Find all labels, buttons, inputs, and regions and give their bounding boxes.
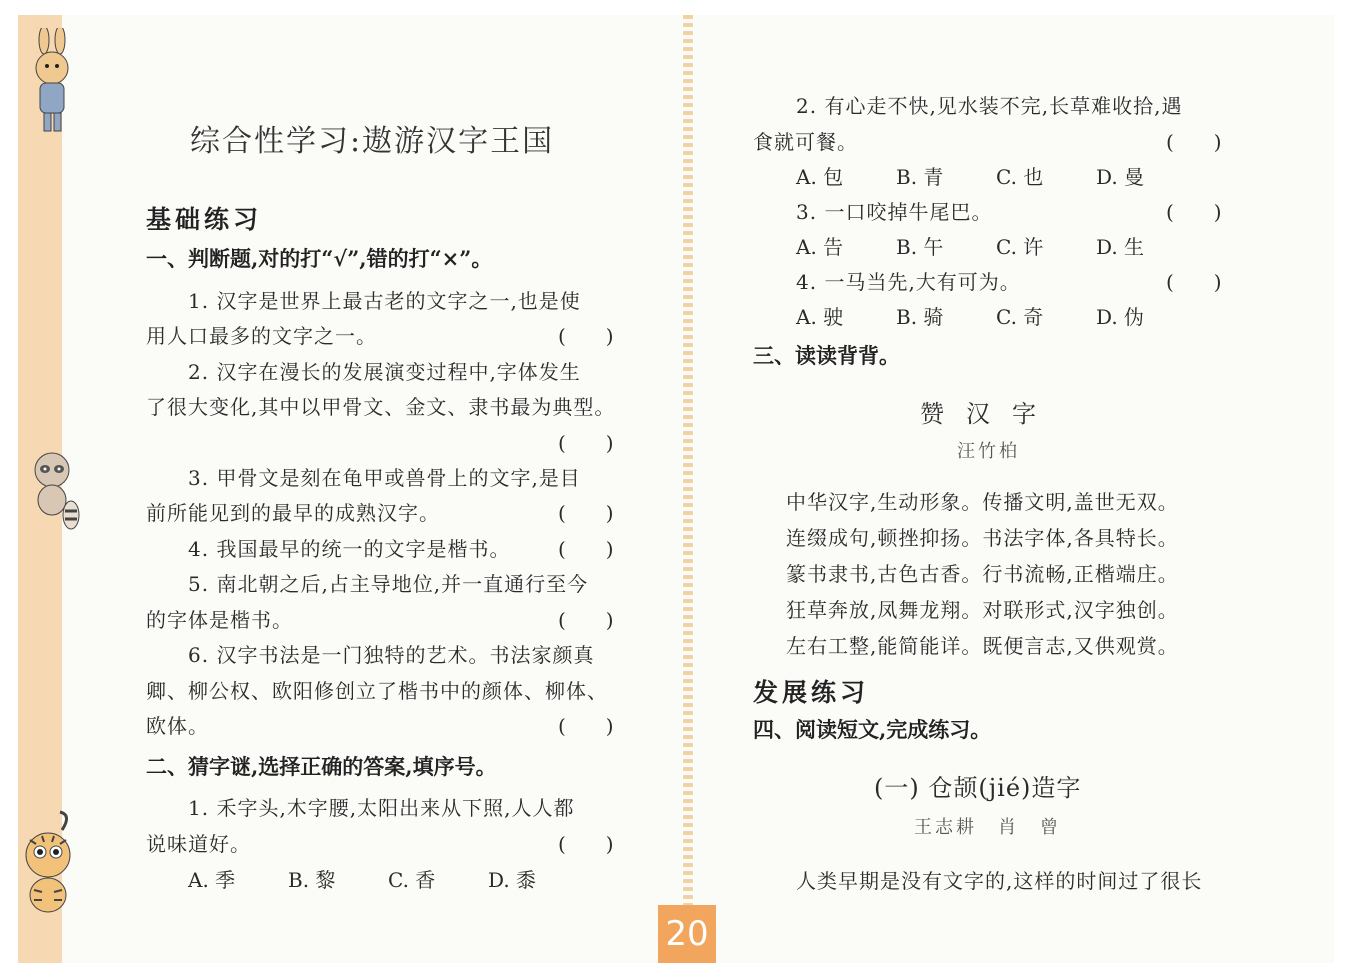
option-b[interactable]: B. 青 xyxy=(896,165,944,189)
q1-item-1-line1: 1. 汉字是世界上最古老的文字之一,也是使 xyxy=(188,289,581,313)
story-first-line: 人类早期是没有文字的,这样的时间过了很长 xyxy=(796,869,1203,893)
option-b[interactable]: B. 骑 xyxy=(896,305,944,329)
answer-blank[interactable]: ( ) xyxy=(1166,130,1222,154)
answer-blank[interactable]: ( ) xyxy=(558,537,614,561)
option-a[interactable]: A. 告 xyxy=(796,235,844,259)
raccoon-illustration-icon xyxy=(14,445,84,535)
riddle-2-line2: 食就可餐。 xyxy=(753,130,858,154)
page-title: 综合性学习:遨游汉字王国 xyxy=(190,124,555,159)
poem-line-4: 狂草奔放,凤舞龙翔。对联形式,汉字独创。 xyxy=(786,598,1179,622)
riddle-2-options xyxy=(796,161,1196,190)
answer-blank[interactable]: ( ) xyxy=(1166,200,1222,224)
option-c[interactable]: C. 奇 xyxy=(996,305,1044,329)
option-d[interactable]: D. 曼 xyxy=(1096,165,1145,189)
section-heading-basic: 基础练习 xyxy=(146,205,263,234)
page-number: 20 xyxy=(658,905,716,963)
q2-riddle-1-line1: 1. 禾字头,木字腰,太阳出来从下照,人人都 xyxy=(188,796,575,820)
option-b[interactable]: B. 午 xyxy=(896,235,944,259)
poem-line-3: 篆书隶书,古色古香。行书流畅,正楷端庄。 xyxy=(786,562,1179,586)
q1-item-6-line1: 6. 汉字书法是一门独特的艺术。书法家颜真 xyxy=(188,643,595,667)
riddle-4-options xyxy=(796,301,1196,330)
story-title: (一) 仓颉(jié)造字 xyxy=(874,774,1082,802)
q1-item-2-line2: 了很大变化,其中以甲骨文、金文、隶书最为典型。 xyxy=(146,395,616,419)
riddle-2-line1: 2. 有心走不快,见水装不完,长草难收拾,遇 xyxy=(796,94,1183,118)
poem-title: 赞汉字 xyxy=(920,400,1058,428)
option-a[interactable]: A. 驶 xyxy=(796,305,844,329)
option-c[interactable]: C. 许 xyxy=(996,235,1044,259)
answer-blank[interactable]: ( ) xyxy=(558,608,614,632)
option-a[interactable]: A. 季 xyxy=(188,868,236,892)
section-heading-development: 发展练习 xyxy=(753,678,870,707)
option-c[interactable]: C. 也 xyxy=(996,165,1044,189)
option-d[interactable]: D. 伪 xyxy=(1096,305,1145,329)
riddle-3: 3. 一口咬掉牛尾巴。 xyxy=(796,200,993,224)
option-d[interactable]: D. 黍 xyxy=(488,868,537,892)
riddle-1-options xyxy=(188,864,588,893)
poem-line-1: 中华汉字,生动形象。传播文明,盖世无双。 xyxy=(786,490,1179,514)
option-a[interactable]: A. 包 xyxy=(796,165,844,189)
answer-blank[interactable]: ( ) xyxy=(558,501,614,525)
question-2-heading: 二、猜字谜,选择正确的答案,填序号。 xyxy=(146,754,497,779)
option-b[interactable]: B. 黎 xyxy=(288,868,336,892)
q1-item-5-line1: 5. 南北朝之后,占主导地位,并一直通行至今 xyxy=(188,572,589,596)
option-d[interactable]: D. 生 xyxy=(1096,235,1145,259)
question-4-heading: 四、阅读短文,完成练习。 xyxy=(753,717,992,742)
q1-item-6-line2: 卿、柳公权、欧阳修创立了楷书中的颜体、柳体、 xyxy=(146,679,608,703)
question-3-heading: 三、读读背背。 xyxy=(753,343,900,368)
riddle-3-options xyxy=(796,231,1196,260)
q1-item-2-line1: 2. 汉字在漫长的发展演变过程中,字体发生 xyxy=(188,360,581,384)
q1-item-1-line2: 用人口最多的文字之一。 xyxy=(146,324,377,348)
story-author: 王志耕 肖 曾 xyxy=(914,817,1061,838)
q1-item-3-line2: 前所能见到的最早的成熟汉字。 xyxy=(146,501,440,525)
poem-line-2: 连缀成句,顿挫抑扬。书法字体,各具特长。 xyxy=(786,526,1179,550)
poem-author: 汪竹柏 xyxy=(957,441,1020,462)
poem-line-5: 左右工整,能简能详。既便言志,又供观赏。 xyxy=(786,634,1179,658)
q1-item-3-line1: 3. 甲骨文是刻在龟甲或兽骨上的文字,是目 xyxy=(188,466,581,490)
answer-blank[interactable]: ( ) xyxy=(558,832,614,856)
tiger-illustration-icon xyxy=(12,810,84,920)
q2-riddle-1-line2: 说味道好。 xyxy=(146,832,251,856)
book-spine xyxy=(683,15,693,905)
rabbit-illustration-icon xyxy=(14,28,84,138)
riddle-4: 4. 一马当先,大有可为。 xyxy=(796,270,1021,294)
q1-item-5-line2: 的字体是楷书。 xyxy=(146,608,293,632)
answer-blank[interactable]: ( ) xyxy=(1166,270,1222,294)
answer-blank[interactable]: ( ) xyxy=(558,714,614,738)
q1-item-4: 4. 我国最早的统一的文字是楷书。 xyxy=(188,537,511,561)
q1-item-6-line3: 欧体。 xyxy=(146,714,209,738)
answer-blank[interactable]: ( ) xyxy=(558,431,614,455)
option-c[interactable]: C. 香 xyxy=(388,868,436,892)
answer-blank[interactable]: ( ) xyxy=(558,324,614,348)
question-1-heading: 一、判断题,对的打“√”,错的打“×”。 xyxy=(146,246,493,271)
